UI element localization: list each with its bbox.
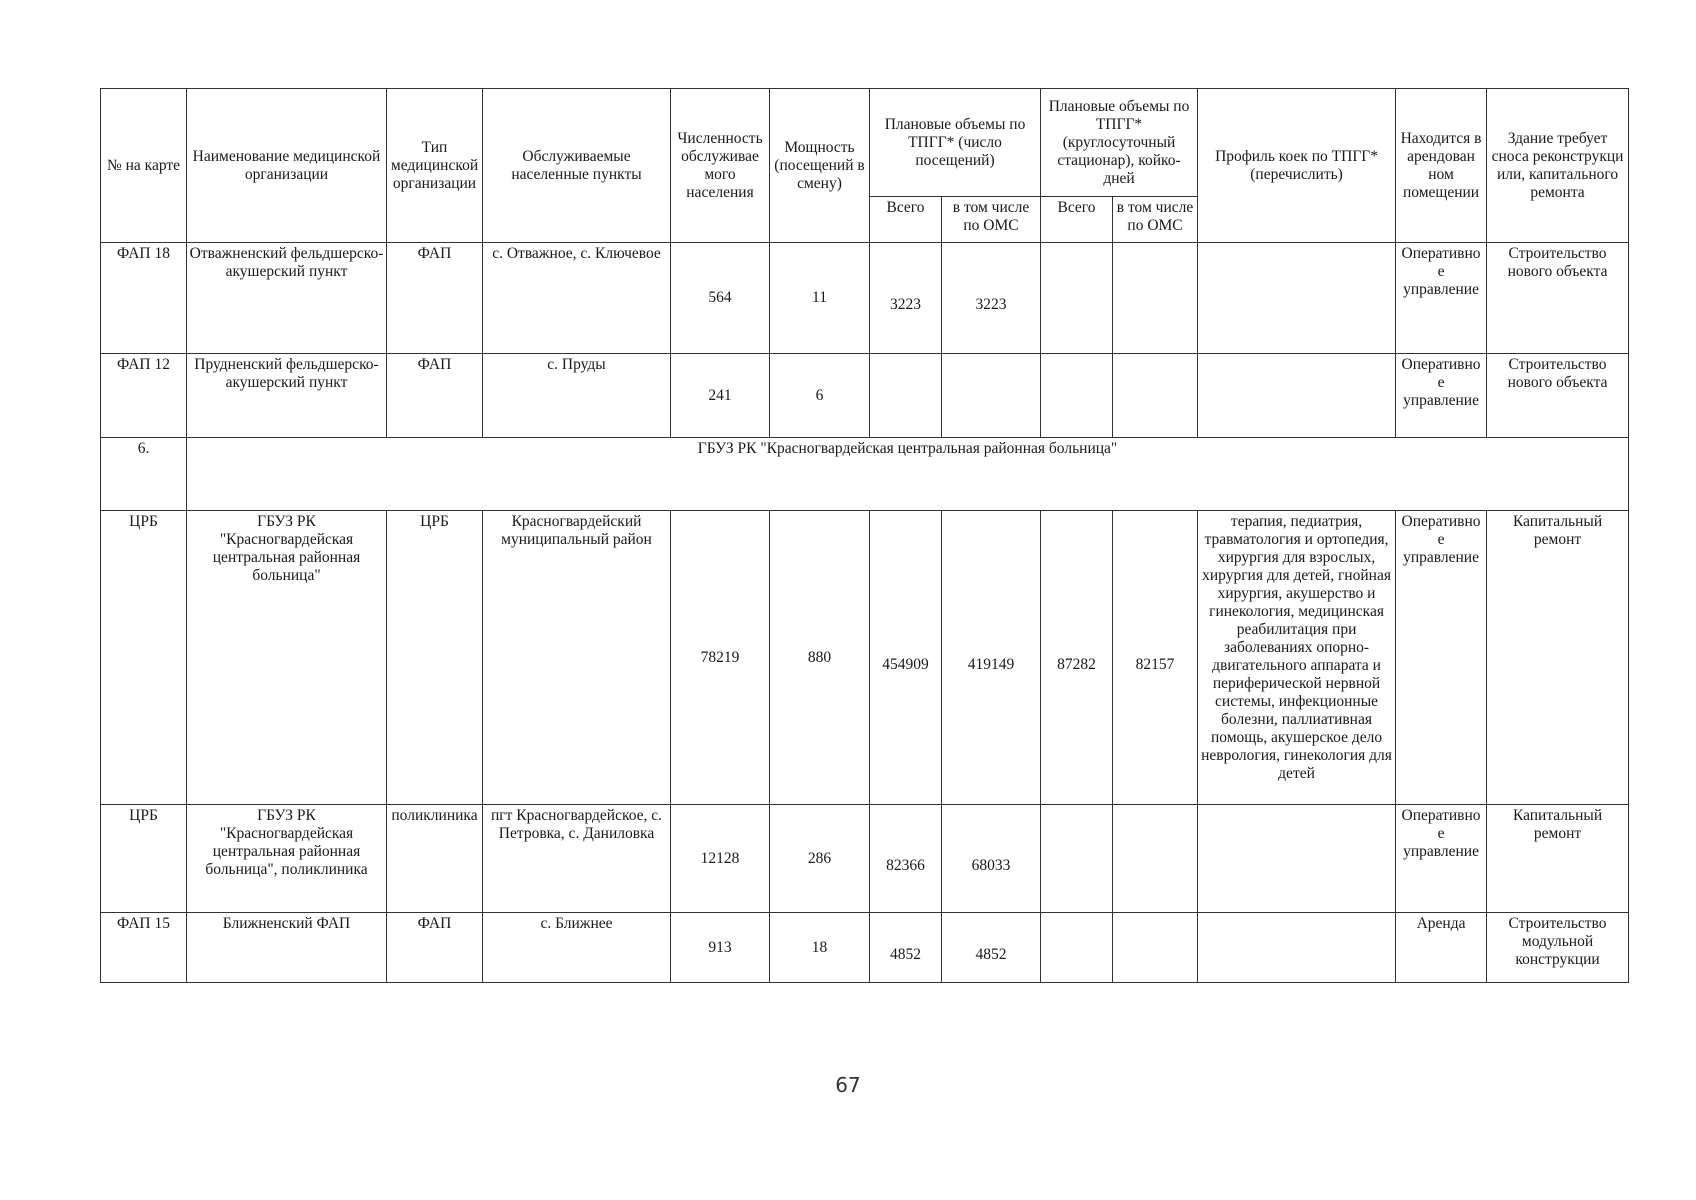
header-building: Здание требует сноса реконструкци или, капитального ремонта	[1487, 89, 1629, 243]
cell-capacity: 6	[770, 354, 870, 438]
cell-population: 12128	[671, 805, 770, 913]
page-number: 67	[835, 1073, 861, 1097]
cell-org-type: ФАП	[387, 913, 483, 983]
cell-org-type: ЦРБ	[387, 511, 483, 805]
cell-population: 78219	[671, 511, 770, 805]
table-row	[101, 913, 1629, 983]
cell-beds-profile	[1198, 805, 1396, 913]
cell-org-name: ГБУЗ РК "Красногвардейская центральная районная больница"	[187, 511, 387, 805]
cell-visits-total	[870, 354, 942, 438]
section-number: 6.	[101, 438, 187, 511]
cell-map-no: ЦРБ	[101, 511, 187, 805]
cell-beds-oms	[1113, 913, 1198, 983]
cell-visits-total: 82366	[870, 805, 942, 913]
cell-building: Строительство модульной конструкции	[1487, 913, 1629, 983]
cell-org-name: Отважненский фельдшерско-акушерский пункт	[187, 243, 387, 354]
cell-map-no: ФАП 18	[101, 243, 187, 354]
cell-population: 564	[671, 243, 770, 354]
cell-building: Строительство нового объекта	[1487, 243, 1629, 354]
header-rented: Находится в арендован ном помещении	[1396, 89, 1487, 243]
header-bed-days-group: Плановые объемы по ТПГГ* (круглосуточный стационар), койко-дней	[1041, 89, 1198, 197]
header-beds-oms: в том числе по ОМС	[1113, 197, 1198, 243]
cell-beds-total	[1041, 805, 1113, 913]
header-map-no: № на карте	[101, 89, 187, 243]
cell-visits-oms	[942, 354, 1041, 438]
cell-building: Капитальный ремонт	[1487, 511, 1629, 805]
cell-settlements: с. Пруды	[483, 354, 671, 438]
cell-beds-total: 87282	[1041, 511, 1113, 805]
cell-beds-profile: терапия, педиатрия, травматология и ортопедия, хирургия для взрослых, хирургия для детей, гнойная хирургия, акушерство и гинекология, медицинская реабилитация при заболеваниях опорно-двигательного аппарата и периферической нервной системы, инфекционные болезни, паллиативная помощь, акушерское дело неврология, гинекология для детей	[1198, 511, 1396, 805]
header-visits-group: Плановые объемы по ТПГГ* (число посещений)	[870, 89, 1041, 197]
cell-building: Строительство нового объекта	[1487, 354, 1629, 438]
cell-capacity: 286	[770, 805, 870, 913]
section-title: ГБУЗ РК "Красногвардейская центральная районная больница"	[187, 438, 1629, 511]
cell-rented: Оперативное управление	[1396, 354, 1487, 438]
cell-beds-oms	[1113, 243, 1198, 354]
cell-org-type: поликлиника	[387, 805, 483, 913]
cell-org-type: ФАП	[387, 243, 483, 354]
cell-map-no: ЦРБ	[101, 805, 187, 913]
cell-org-name: Прудненский фельдшерско-акушерский пункт	[187, 354, 387, 438]
table-header	[101, 89, 1629, 243]
cell-beds-total	[1041, 243, 1113, 354]
cell-visits-oms: 419149	[942, 511, 1041, 805]
cell-org-name: ГБУЗ РК "Красногвардейская центральная районная больница", поликлиника	[187, 805, 387, 913]
header-visits-total: Всего	[870, 197, 942, 243]
header-org-name: Наименование медицинской организации	[187, 89, 387, 243]
cell-building: Капитальный ремонт	[1487, 805, 1629, 913]
cell-map-no: ФАП 15	[101, 913, 187, 983]
header-beds-profile: Профиль коек по ТПГГ* (перечислить)	[1198, 89, 1396, 243]
cell-rented: Оперативное управление	[1396, 511, 1487, 805]
table-row	[101, 805, 1629, 913]
cell-visits-oms: 4852	[942, 913, 1041, 983]
cell-org-type: ФАП	[387, 354, 483, 438]
section-row	[101, 438, 1629, 511]
header-beds-total: Всего	[1041, 197, 1113, 243]
cell-settlements: пгт Красногвардейское, с. Петровка, с. Даниловка	[483, 805, 671, 913]
cell-beds-oms	[1113, 354, 1198, 438]
table-row	[101, 511, 1629, 805]
cell-settlements: с. Ближнее	[483, 913, 671, 983]
cell-capacity: 880	[770, 511, 870, 805]
cell-capacity: 11	[770, 243, 870, 354]
cell-beds-profile	[1198, 243, 1396, 354]
header-population: Численность обслуживае мого населения	[671, 89, 770, 243]
cell-visits-oms: 3223	[942, 243, 1041, 354]
cell-beds-oms: 82157	[1113, 511, 1198, 805]
cell-settlements: с. Отважное, с. Ключевое	[483, 243, 671, 354]
cell-settlements: Красногвардейский муниципальный район	[483, 511, 671, 805]
header-settlements: Обслуживаемые населенные пункты	[483, 89, 671, 243]
cell-visits-oms: 68033	[942, 805, 1041, 913]
cell-rented: Оперативное управление	[1396, 243, 1487, 354]
cell-population: 241	[671, 354, 770, 438]
header-visits-oms: в том числе по ОМС	[942, 197, 1041, 243]
header-org-type: Тип медицинской организации	[387, 89, 483, 243]
cell-beds-profile	[1198, 913, 1396, 983]
cell-beds-profile	[1198, 354, 1396, 438]
cell-map-no: ФАП 12	[101, 354, 187, 438]
header-capacity: Мощность (посещений в смену)	[770, 89, 870, 243]
cell-population: 913	[671, 913, 770, 983]
cell-visits-total: 4852	[870, 913, 942, 983]
cell-beds-oms	[1113, 805, 1198, 913]
cell-visits-total: 3223	[870, 243, 942, 354]
cell-rented: Оперативное управление	[1396, 805, 1487, 913]
table-row	[101, 354, 1629, 438]
cell-capacity: 18	[770, 913, 870, 983]
cell-org-name: Ближненский ФАП	[187, 913, 387, 983]
table-row	[101, 243, 1629, 354]
facilities-table	[100, 88, 1629, 983]
cell-rented: Аренда	[1396, 913, 1487, 983]
cell-beds-total	[1041, 354, 1113, 438]
cell-beds-total	[1041, 913, 1113, 983]
cell-visits-total: 454909	[870, 511, 942, 805]
